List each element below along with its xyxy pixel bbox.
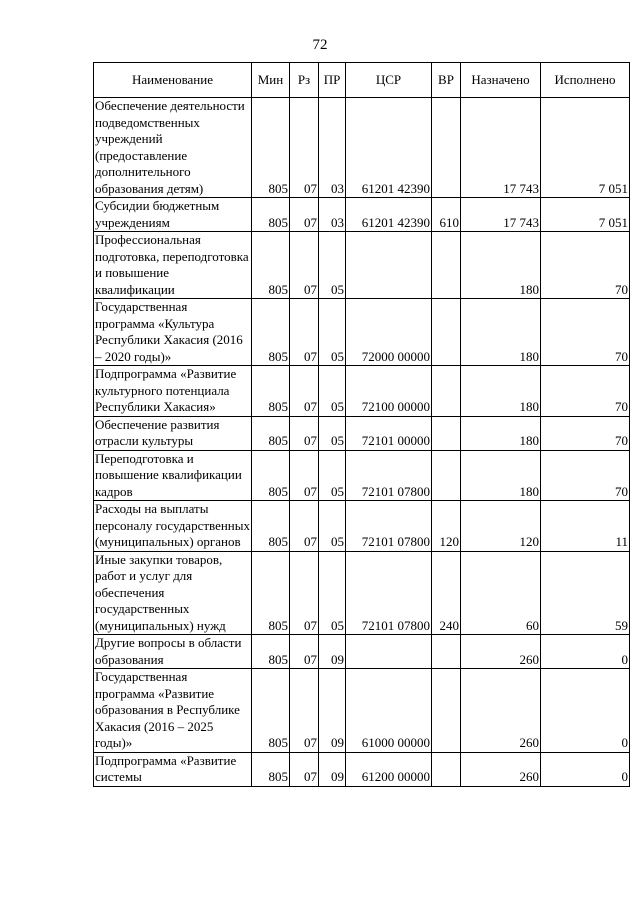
row-vr xyxy=(432,669,461,753)
row-csr: 72101 07800 xyxy=(346,551,432,635)
row-assigned: 60 xyxy=(461,551,541,635)
row-vr xyxy=(432,635,461,669)
row-csr: 61201 42390 xyxy=(346,98,432,198)
row-min: 805 xyxy=(252,299,290,366)
row-vr xyxy=(432,416,461,450)
row-csr: 72101 00000 xyxy=(346,416,432,450)
row-vr xyxy=(432,98,461,198)
row-rz: 07 xyxy=(290,450,319,501)
row-executed: 0 xyxy=(541,669,630,753)
row-min: 805 xyxy=(252,98,290,198)
row-csr: 61201 42390 xyxy=(346,198,432,232)
table-row xyxy=(94,299,630,366)
row-name: Профессиональная подготовка, переподготовка и повышение квалификации xyxy=(94,232,252,299)
row-vr: 610 xyxy=(432,198,461,232)
table-row xyxy=(94,232,630,299)
row-vr: 120 xyxy=(432,501,461,552)
row-min: 805 xyxy=(252,501,290,552)
row-min: 805 xyxy=(252,232,290,299)
row-pr: 09 xyxy=(319,669,346,753)
row-executed: 70 xyxy=(541,366,630,417)
table-row xyxy=(94,635,630,669)
row-executed: 0 xyxy=(541,752,630,786)
row-rz: 07 xyxy=(290,551,319,635)
row-vr xyxy=(432,752,461,786)
row-executed: 70 xyxy=(541,450,630,501)
row-csr xyxy=(346,232,432,299)
table-row xyxy=(94,198,630,232)
header-assigned: Назначено xyxy=(461,63,541,98)
row-pr: 05 xyxy=(319,232,346,299)
row-executed: 7 051 xyxy=(541,98,630,198)
table-row xyxy=(94,366,630,417)
row-assigned: 17 743 xyxy=(461,198,541,232)
row-pr: 05 xyxy=(319,299,346,366)
row-name: Другие вопросы в области образования xyxy=(94,635,252,669)
row-name: Государственная программа «Культура Республики Хакасия (2016 – 2020 годы)» xyxy=(94,299,252,366)
row-csr: 72101 07800 xyxy=(346,501,432,552)
table-row xyxy=(94,551,630,635)
row-executed: 59 xyxy=(541,551,630,635)
row-pr: 05 xyxy=(319,416,346,450)
row-vr xyxy=(432,232,461,299)
row-min: 805 xyxy=(252,551,290,635)
row-pr: 03 xyxy=(319,98,346,198)
row-csr: 61000 00000 xyxy=(346,669,432,753)
row-pr: 05 xyxy=(319,501,346,552)
row-name: Подпрограмма «Развитие культурного потенциала Республики Хакасия» xyxy=(94,366,252,417)
row-vr xyxy=(432,450,461,501)
row-csr xyxy=(346,635,432,669)
row-name: Обеспечение деятельности подведомственных учреждений (предоставление дополнительного образования детям) xyxy=(94,98,252,198)
row-pr: 05 xyxy=(319,551,346,635)
row-assigned: 180 xyxy=(461,450,541,501)
row-pr: 09 xyxy=(319,635,346,669)
row-assigned: 180 xyxy=(461,366,541,417)
header-min: Мин xyxy=(252,63,290,98)
row-assigned: 120 xyxy=(461,501,541,552)
row-name: Переподготовка и повышение квалификации кадров xyxy=(94,450,252,501)
header-pr: ПР xyxy=(319,63,346,98)
row-vr xyxy=(432,299,461,366)
row-rz: 07 xyxy=(290,501,319,552)
header-row xyxy=(94,63,630,98)
row-name: Иные закупки товаров, работ и услуг для обеспечения государственных (муниципальных) нужд xyxy=(94,551,252,635)
row-executed: 11 xyxy=(541,501,630,552)
table-row xyxy=(94,450,630,501)
row-pr: 05 xyxy=(319,450,346,501)
row-rz: 07 xyxy=(290,416,319,450)
row-name: Государственная программа «Развитие образования в Республике Хакасия (2016 – 2025 годы)» xyxy=(94,669,252,753)
row-assigned: 180 xyxy=(461,232,541,299)
table-row xyxy=(94,752,630,786)
page-number: 72 xyxy=(312,37,328,53)
header-rz: Рз xyxy=(290,63,319,98)
row-pr: 03 xyxy=(319,198,346,232)
row-executed: 0 xyxy=(541,635,630,669)
row-pr: 05 xyxy=(319,366,346,417)
row-min: 805 xyxy=(252,635,290,669)
table-row xyxy=(94,98,630,198)
header-name: Наименование xyxy=(94,63,252,98)
row-min: 805 xyxy=(252,198,290,232)
row-name: Субсидии бюджетным учреждениям xyxy=(94,198,252,232)
row-executed: 70 xyxy=(541,232,630,299)
header-vr: ВР xyxy=(432,63,461,98)
row-rz: 07 xyxy=(290,669,319,753)
row-assigned: 260 xyxy=(461,635,541,669)
row-executed: 70 xyxy=(541,416,630,450)
row-rz: 07 xyxy=(290,752,319,786)
row-name: Расходы на выплаты персоналу государственных (муниципальных) органов xyxy=(95,501,251,549)
row-csr: 72000 00000 xyxy=(346,299,432,366)
table-row xyxy=(94,416,630,450)
row-vr xyxy=(432,366,461,417)
row-rz: 07 xyxy=(290,366,319,417)
row-rz: 07 xyxy=(290,198,319,232)
header-executed: Исполнено xyxy=(541,63,630,98)
row-min: 805 xyxy=(252,752,290,786)
row-assigned: 260 xyxy=(461,669,541,753)
row-rz: 07 xyxy=(290,635,319,669)
row-min: 805 xyxy=(252,450,290,501)
row-csr: 72100 00000 xyxy=(346,366,432,417)
row-assigned: 17 743 xyxy=(461,98,541,198)
row-csr: 61200 00000 xyxy=(346,752,432,786)
row-assigned: 180 xyxy=(461,416,541,450)
row-assigned: 180 xyxy=(461,299,541,366)
row-vr: 240 xyxy=(432,551,461,635)
row-executed: 70 xyxy=(541,299,630,366)
row-min: 805 xyxy=(252,366,290,417)
budget-table xyxy=(93,62,630,787)
row-min: 805 xyxy=(252,669,290,753)
row-csr: 72101 07800 xyxy=(346,450,432,501)
row-rz: 07 xyxy=(290,232,319,299)
row-assigned: 260 xyxy=(461,752,541,786)
row-pr: 09 xyxy=(319,752,346,786)
row-name: Обеспечение развития отрасли культуры xyxy=(94,416,252,450)
row-min: 805 xyxy=(252,416,290,450)
row-rz: 07 xyxy=(290,98,319,198)
row-rz: 07 xyxy=(290,299,319,366)
row-executed: 7 051 xyxy=(541,198,630,232)
header-csr: ЦСР xyxy=(346,63,432,98)
row-name: Подпрограмма «Развитие системы xyxy=(94,752,252,786)
table-row xyxy=(94,669,630,753)
table-row xyxy=(94,501,630,552)
